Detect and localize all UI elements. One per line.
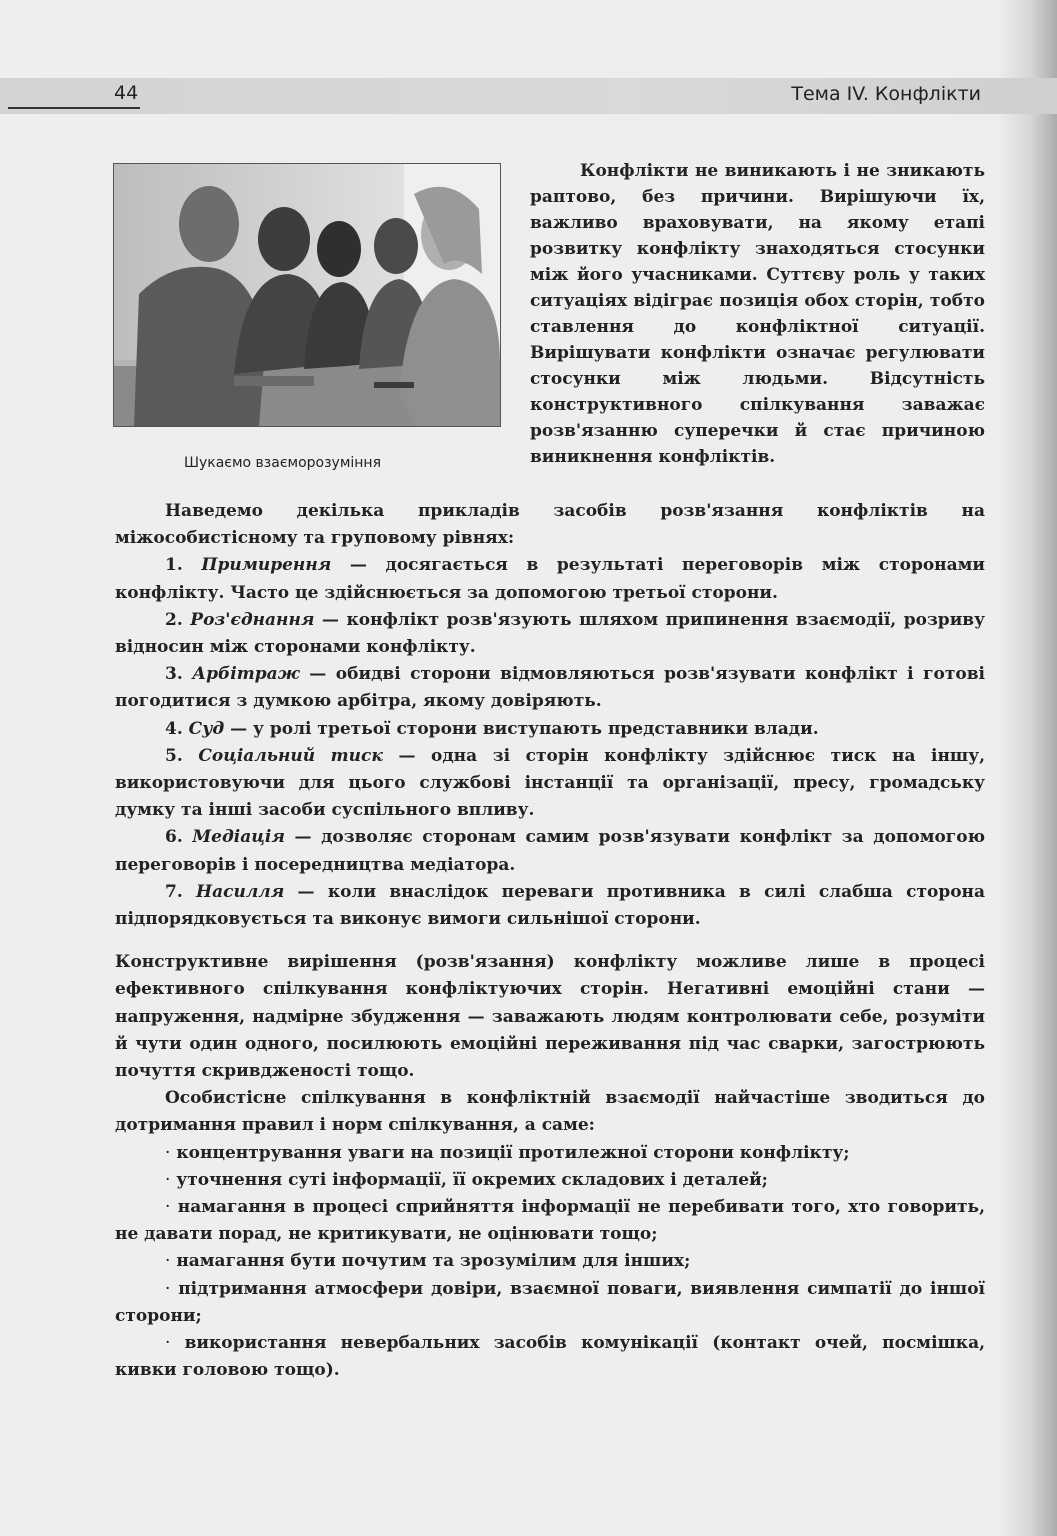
methods-intro-tail: : xyxy=(507,528,515,549)
bullet-icon: · xyxy=(165,1169,171,1190)
methods-intro xyxy=(115,498,985,552)
method-item xyxy=(115,824,985,878)
bullet-icon: · xyxy=(165,1251,171,1272)
method-item xyxy=(115,552,985,606)
method-text: — коли внаслідок переваги противника в силі слабша сторона підпорядковується та виконує вимоги сильнішої сторони. xyxy=(115,881,985,930)
bullet-icon: · xyxy=(165,1278,171,1299)
method-text: — одна зі сторін конфлікту здійснює тиск на іншу, використовуючи для цього службові інстанції та організації, пресу, громадську думку та інші засоби суспільного впливу. xyxy=(115,745,986,821)
methods-intro-lead: Наведемо декілька прикладів xyxy=(165,501,554,521)
bullet-icon: · xyxy=(165,1142,171,1163)
method-text: — дозволяє сторонам самим розв'язувати конфлікт за допомогою переговорів і посередництва медіатора. xyxy=(115,827,985,875)
method-term: Арбітраж xyxy=(192,664,300,685)
method-term: Медіація xyxy=(192,827,285,848)
method-item xyxy=(115,607,985,661)
method-item xyxy=(115,743,985,825)
method-text: — досягається в результаті переговорів між сторонами конфлікту. Часто це здійснюється за допомогою третьої сторони. xyxy=(115,555,985,603)
rule-item xyxy=(115,1276,985,1330)
intro-paragraph xyxy=(530,158,985,470)
intro-text: Конфлікти не виникають і не зникають раптово, без причини. Вирішуючи їх, важливо враховувати, на якому етапі розвитку конфлікту знаходяться стосунки між його учасниками. Суттєву роль у таких ситуаціях відіграє позиція обох сторін, тобто ставлення до конфліктної ситуації. Вирішувати конфлікти означає регулювати стосунки між людьми. Відсутність конструктивного спілкування заважає розв'язанню суперечки й стає причиною виникнення конфліктів. xyxy=(530,161,985,467)
running-header: Тема IV. Конфлікти xyxy=(791,83,981,105)
meeting-photo xyxy=(113,163,501,427)
main-text xyxy=(115,498,985,1385)
method-number: 7. xyxy=(165,881,183,902)
page-number: 44 xyxy=(114,82,139,104)
rule-item xyxy=(115,1194,985,1248)
rules-intro xyxy=(115,1085,985,1139)
method-term: Роз'єднання xyxy=(190,609,315,630)
method-number: 1. xyxy=(165,555,183,576)
method-term: Примирення xyxy=(201,555,332,576)
constructive-paragraph: Конструктивне вирішення (розв'язання) конфлікту можливе лише в процесі ефективного спілкування конфліктуючих сторін. Негативні емоційні стани — напруження, надмірне збудження — заважають людям контролювати себе, розуміти й чути один одного, посилюють емоційні переживання під час сварки, загострюють почуття скривдженості тощо. xyxy=(115,952,985,1082)
rules-intro-lead: Особистісне спілкування в конфліктній взаємодії найчастіше зводиться до дотримання xyxy=(115,1088,985,1136)
rule-text: підтримання атмосфери довіри, взаємної поваги, виявлення симпатії до іншої сторони; xyxy=(115,1278,985,1326)
rules-intro-bold: правил і норм спілкування xyxy=(241,1115,513,1136)
rule-item xyxy=(115,1248,985,1275)
method-number: 2. xyxy=(165,609,183,630)
method-item xyxy=(115,661,985,715)
bullet-icon: · xyxy=(165,1333,171,1354)
rule-item xyxy=(115,1167,985,1194)
rules-intro-tail: , а саме: xyxy=(512,1115,595,1136)
method-text: — у ролі третьої сторони виступають представники влади. xyxy=(224,718,819,739)
method-text: — обидві сторони відмовляються розв'язувати конфлікт і готові погодитися з думкою арбітра, якому довіряють. xyxy=(115,664,985,712)
rule-item xyxy=(115,1140,985,1167)
page-edge-shadow xyxy=(997,0,1057,1536)
rule-text: намагання бути почутим та зрозумілим для інших; xyxy=(176,1251,691,1272)
method-item xyxy=(115,879,985,933)
rule-text: концентрування уваги на позиції протилежної сторони конфлікту; xyxy=(176,1142,850,1163)
rule-item xyxy=(115,1330,985,1384)
bullet-icon: · xyxy=(165,1197,171,1218)
header-rule xyxy=(8,107,140,109)
rule-text: уточнення суті інформації, її окремих складових і деталей; xyxy=(176,1169,768,1190)
method-number: 4. xyxy=(165,718,183,739)
photo-caption: Шукаємо взаєморозуміння xyxy=(184,455,381,471)
rule-text: використання невербальних засобів комунікації (контакт очей, посмішка, кивки головою тощо). xyxy=(115,1333,986,1381)
method-term: Соціальний тиск xyxy=(198,745,383,766)
method-number: 6. xyxy=(165,827,183,848)
method-item xyxy=(115,716,985,743)
method-term: Суд xyxy=(188,718,225,739)
method-number: 3. xyxy=(165,664,183,685)
method-number: 5. xyxy=(165,745,183,766)
method-text: — конфлікт розв'язують шляхом припинення взаємодії, розриву відносин між сторонами конфлікту. xyxy=(115,609,985,658)
rule-text: намагання в процесі сприйняття інформації не перебивати того, хто говорить, не давати порад, не критикувати, не оцінювати тощо; xyxy=(115,1197,985,1245)
method-term: Насилля xyxy=(196,881,285,902)
methods-intro-bold: засобів розв'язання конфліктів на міжособистісному та груповому рівнях xyxy=(115,501,985,549)
